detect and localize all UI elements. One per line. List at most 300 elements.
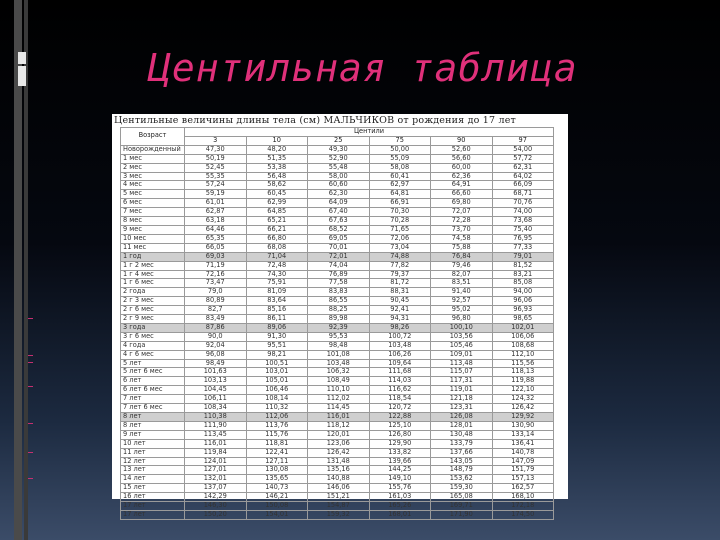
decorative-sidebar xyxy=(0,0,40,540)
value-cell: 73,68 xyxy=(492,217,554,226)
value-cell: 89,06 xyxy=(246,323,308,332)
centiles-group-header: Центили xyxy=(185,128,554,137)
value-cell: 50,00 xyxy=(369,145,431,154)
value-cell: 66,05 xyxy=(185,243,247,252)
value-cell: 108,14 xyxy=(246,395,308,404)
value-cell: 64,81 xyxy=(369,190,431,199)
value-cell: 72,01 xyxy=(308,252,370,261)
value-cell: 137,07 xyxy=(185,484,247,493)
value-cell: 165,26 xyxy=(369,502,431,511)
age-cell: 7 лет 6 мес xyxy=(121,404,185,413)
value-cell: 120,01 xyxy=(308,430,370,439)
value-cell: 113,48 xyxy=(431,359,493,368)
value-cell: 132,01 xyxy=(185,475,247,484)
value-cell: 83,51 xyxy=(431,279,493,288)
value-cell: 115,56 xyxy=(492,359,554,368)
table-row xyxy=(121,261,554,270)
value-cell: 50,19 xyxy=(185,154,247,163)
age-cell: 11 лет xyxy=(121,448,185,457)
value-cell: 154,87 xyxy=(308,502,370,511)
value-cell: 62,31 xyxy=(492,163,554,172)
value-cell: 146,06 xyxy=(308,484,370,493)
value-cell: 115,07 xyxy=(431,368,493,377)
age-cell: 3 мес xyxy=(121,172,185,181)
value-cell: 96,80 xyxy=(431,315,493,324)
value-cell: 48,20 xyxy=(246,145,308,154)
value-cell: 76,89 xyxy=(308,270,370,279)
value-cell: 94,31 xyxy=(369,315,431,324)
value-cell: 58,62 xyxy=(246,181,308,190)
value-cell: 118,12 xyxy=(308,421,370,430)
value-cell: 110,10 xyxy=(308,386,370,395)
value-cell: 74,00 xyxy=(492,208,554,217)
value-cell: 72,06 xyxy=(369,234,431,243)
table-row xyxy=(121,163,554,172)
value-cell: 70,01 xyxy=(308,243,370,252)
value-cell: 148,79 xyxy=(431,466,493,475)
value-cell: 79,01 xyxy=(492,252,554,261)
centile-table xyxy=(120,127,554,520)
value-cell: 95,51 xyxy=(246,341,308,350)
value-cell: 70,28 xyxy=(369,217,431,226)
value-cell: 66,21 xyxy=(246,225,308,234)
centile-header: 3 xyxy=(185,136,247,145)
value-cell: 90,0 xyxy=(185,332,247,341)
value-cell: 135,16 xyxy=(308,466,370,475)
value-cell: 47,30 xyxy=(185,145,247,154)
centile-table-image xyxy=(112,114,568,518)
value-cell: 65,35 xyxy=(185,234,247,243)
table-row xyxy=(121,145,554,154)
value-cell: 69,80 xyxy=(431,199,493,208)
value-cell: 103,01 xyxy=(246,368,308,377)
age-cell: 5 лет xyxy=(121,359,185,368)
value-cell: 131,48 xyxy=(308,457,370,466)
value-cell: 122,88 xyxy=(369,413,431,422)
value-cell: 128,01 xyxy=(431,421,493,430)
value-cell: 100,51 xyxy=(246,359,308,368)
age-cell: 5 мес xyxy=(121,190,185,199)
value-cell: 130,90 xyxy=(492,421,554,430)
value-cell: 133,14 xyxy=(492,430,554,439)
age-cell: 12 лет xyxy=(121,457,185,466)
value-cell: 60,45 xyxy=(246,190,308,199)
value-cell: 52,60 xyxy=(431,145,493,154)
value-cell: 60,00 xyxy=(431,163,493,172)
value-cell: 103,48 xyxy=(369,341,431,350)
value-cell: 81,52 xyxy=(492,261,554,270)
value-cell: 172,18 xyxy=(492,502,554,511)
value-cell: 70,76 xyxy=(492,199,554,208)
value-cell: 53,38 xyxy=(246,163,308,172)
value-cell: 103,13 xyxy=(185,377,247,386)
value-cell: 104,45 xyxy=(185,386,247,395)
value-cell: 157,13 xyxy=(492,475,554,484)
value-cell: 116,01 xyxy=(308,413,370,422)
table-wrapper xyxy=(120,127,554,520)
value-cell: 73,47 xyxy=(185,279,247,288)
value-cell: 106,06 xyxy=(492,332,554,341)
centile-header: 75 xyxy=(369,136,431,145)
value-cell: 126,42 xyxy=(492,404,554,413)
value-cell: 149,10 xyxy=(369,475,431,484)
value-cell: 62,30 xyxy=(308,190,370,199)
value-cell: 168,10 xyxy=(492,493,554,502)
deco-tick xyxy=(28,386,33,387)
value-cell: 66,80 xyxy=(246,234,308,243)
value-cell: 129,90 xyxy=(369,439,431,448)
value-cell: 119,01 xyxy=(431,386,493,395)
value-cell: 122,10 xyxy=(492,386,554,395)
value-cell: 124,01 xyxy=(185,457,247,466)
value-cell: 51,35 xyxy=(246,154,308,163)
value-cell: 71,04 xyxy=(246,252,308,261)
age-cell: 14 лет xyxy=(121,475,185,484)
centile-header: 90 xyxy=(431,136,493,145)
value-cell: 92,57 xyxy=(431,297,493,306)
value-cell: 114,03 xyxy=(369,377,431,386)
value-cell: 136,41 xyxy=(492,439,554,448)
value-cell: 91,30 xyxy=(246,332,308,341)
value-cell: 169,71 xyxy=(431,502,493,511)
value-cell: 63,18 xyxy=(185,217,247,226)
value-cell: 86,11 xyxy=(246,315,308,324)
value-cell: 77,58 xyxy=(308,279,370,288)
value-cell: 60,60 xyxy=(308,181,370,190)
value-cell: 72,16 xyxy=(185,270,247,279)
value-cell: 108,34 xyxy=(185,404,247,413)
age-cell: 6 лет 6 мес xyxy=(121,386,185,395)
value-cell: 75,40 xyxy=(492,225,554,234)
age-cell: 1 г 2 мес xyxy=(121,261,185,270)
value-cell: 105,01 xyxy=(246,377,308,386)
value-cell: 116,62 xyxy=(369,386,431,395)
age-cell: 7 мес xyxy=(121,208,185,217)
value-cell: 137,66 xyxy=(431,448,493,457)
value-cell: 101,63 xyxy=(185,368,247,377)
value-cell: 57,72 xyxy=(492,154,554,163)
value-cell: 58,08 xyxy=(369,163,431,172)
value-cell: 94,00 xyxy=(492,288,554,297)
table-row xyxy=(121,448,554,457)
value-cell: 153,62 xyxy=(431,475,493,484)
table-row xyxy=(121,430,554,439)
value-cell: 159,32 xyxy=(308,510,370,519)
age-cell: 6 лет xyxy=(121,377,185,386)
deco-tick xyxy=(28,452,33,453)
age-cell: 1 г 6 мес xyxy=(121,279,185,288)
value-cell: 76,84 xyxy=(431,252,493,261)
value-cell: 140,78 xyxy=(492,448,554,457)
age-cell: 10 лет xyxy=(121,439,185,448)
value-cell: 112,02 xyxy=(308,395,370,404)
table-row xyxy=(121,154,554,163)
value-cell: 146,21 xyxy=(246,493,308,502)
value-cell: 98,26 xyxy=(369,323,431,332)
age-cell: 13 лет xyxy=(121,466,185,475)
age-cell: 2 мес xyxy=(121,163,185,172)
value-cell: 126,42 xyxy=(308,448,370,457)
value-cell: 96,08 xyxy=(185,350,247,359)
value-cell: 96,06 xyxy=(492,297,554,306)
age-cell: 8 лет xyxy=(121,421,185,430)
value-cell: 83,49 xyxy=(185,315,247,324)
value-cell: 110,38 xyxy=(185,413,247,422)
value-cell: 90,45 xyxy=(369,297,431,306)
value-cell: 146,30 xyxy=(185,502,247,511)
value-cell: 64,46 xyxy=(185,225,247,234)
value-cell: 133,79 xyxy=(431,439,493,448)
table-row xyxy=(121,439,554,448)
value-cell: 98,65 xyxy=(492,315,554,324)
value-cell: 139,66 xyxy=(369,457,431,466)
value-cell: 62,97 xyxy=(369,181,431,190)
deco-square xyxy=(18,52,26,64)
value-cell: 67,63 xyxy=(308,217,370,226)
value-cell: 56,60 xyxy=(431,154,493,163)
age-cell: 11 мес xyxy=(121,243,185,252)
value-cell: 55,09 xyxy=(369,154,431,163)
value-cell: 64,85 xyxy=(246,208,308,217)
table-row xyxy=(121,332,554,341)
value-cell: 73,04 xyxy=(369,243,431,252)
value-cell: 68,08 xyxy=(246,243,308,252)
value-cell: 151,79 xyxy=(492,466,554,475)
table-caption: Центильные величины длины тела (см) МАЛЬЧИКОВ от рождения до 17 лет xyxy=(114,115,517,126)
value-cell: 168,01 xyxy=(369,510,431,519)
value-cell: 66,60 xyxy=(431,190,493,199)
age-cell: 4 мес xyxy=(121,181,185,190)
value-cell: 82,07 xyxy=(431,270,493,279)
value-cell: 142,29 xyxy=(185,493,247,502)
age-column-header: Возраст xyxy=(121,128,185,146)
table-row xyxy=(121,323,554,332)
value-cell: 103,56 xyxy=(431,332,493,341)
value-cell: 85,08 xyxy=(492,279,554,288)
value-cell: 118,13 xyxy=(492,368,554,377)
value-cell: 165,08 xyxy=(431,493,493,502)
value-cell: 133,82 xyxy=(369,448,431,457)
value-cell: 92,04 xyxy=(185,341,247,350)
value-cell: 119,84 xyxy=(185,448,247,457)
value-cell: 96,93 xyxy=(492,306,554,315)
age-cell: 9 лет xyxy=(121,430,185,439)
centile-header: 97 xyxy=(492,136,554,145)
value-cell: 98,21 xyxy=(246,350,308,359)
table-row xyxy=(121,252,554,261)
value-cell: 116,01 xyxy=(185,439,247,448)
value-cell: 91,40 xyxy=(431,288,493,297)
value-cell: 102,01 xyxy=(492,323,554,332)
age-cell: 15 лет xyxy=(121,484,185,493)
value-cell: 74,88 xyxy=(369,252,431,261)
value-cell: 122,41 xyxy=(246,448,308,457)
value-cell: 79,37 xyxy=(369,270,431,279)
deco-square xyxy=(18,66,26,86)
value-cell: 67,40 xyxy=(308,208,370,217)
value-cell: 88,25 xyxy=(308,306,370,315)
value-cell: 68,52 xyxy=(308,225,370,234)
value-cell: 120,72 xyxy=(369,404,431,413)
value-cell: 71,65 xyxy=(369,225,431,234)
value-cell: 74,30 xyxy=(246,270,308,279)
value-cell: 115,76 xyxy=(246,430,308,439)
value-cell: 125,10 xyxy=(369,421,431,430)
age-cell: 4 г 6 мес xyxy=(121,350,185,359)
value-cell: 150,08 xyxy=(246,502,308,511)
value-cell: 113,76 xyxy=(246,421,308,430)
centile-header: 25 xyxy=(308,136,370,145)
value-cell: 143,05 xyxy=(431,457,493,466)
value-cell: 109,01 xyxy=(431,350,493,359)
value-cell: 127,01 xyxy=(185,466,247,475)
table-body xyxy=(121,145,554,519)
value-cell: 106,26 xyxy=(369,350,431,359)
value-cell: 151,21 xyxy=(308,493,370,502)
deco-tick xyxy=(28,478,33,479)
value-cell: 117,31 xyxy=(431,377,493,386)
value-cell: 55,48 xyxy=(308,163,370,172)
value-cell: 57,24 xyxy=(185,181,247,190)
age-cell: 1 г 4 мес xyxy=(121,270,185,279)
value-cell: 76,95 xyxy=(492,234,554,243)
value-cell: 80,89 xyxy=(185,297,247,306)
value-cell: 82,7 xyxy=(185,306,247,315)
value-cell: 66,91 xyxy=(369,199,431,208)
value-cell: 64,91 xyxy=(431,181,493,190)
age-cell: 2 г 3 мес xyxy=(121,297,185,306)
value-cell: 79,0 xyxy=(185,288,247,297)
value-cell: 124,32 xyxy=(492,395,554,404)
value-cell: 154,01 xyxy=(246,510,308,519)
table-row xyxy=(121,350,554,359)
value-cell: 71,19 xyxy=(185,261,247,270)
age-cell: 1 год xyxy=(121,252,185,261)
value-cell: 92,41 xyxy=(369,306,431,315)
value-cell: 73,70 xyxy=(431,225,493,234)
age-cell: 4 года xyxy=(121,341,185,350)
value-cell: 88,31 xyxy=(369,288,431,297)
value-cell: 75,88 xyxy=(431,243,493,252)
deco-tick xyxy=(28,318,33,319)
value-cell: 105,46 xyxy=(431,341,493,350)
value-cell: 58,00 xyxy=(308,172,370,181)
value-cell: 62,87 xyxy=(185,208,247,217)
age-cell: 2 г 6 мес xyxy=(121,306,185,315)
table-row xyxy=(121,421,554,430)
value-cell: 118,81 xyxy=(246,439,308,448)
value-cell: 55,35 xyxy=(185,172,247,181)
age-cell: 10 мес xyxy=(121,234,185,243)
value-cell: 72,48 xyxy=(246,261,308,270)
value-cell: 70,30 xyxy=(369,208,431,217)
value-cell: 100,72 xyxy=(369,332,431,341)
value-cell: 72,07 xyxy=(431,208,493,217)
value-cell: 106,11 xyxy=(185,395,247,404)
value-cell: 98,48 xyxy=(308,341,370,350)
table-row xyxy=(121,510,554,519)
value-cell: 86,55 xyxy=(308,297,370,306)
value-cell: 81,72 xyxy=(369,279,431,288)
value-cell: 81,09 xyxy=(246,288,308,297)
value-cell: 101,08 xyxy=(308,350,370,359)
age-cell: 16 лет xyxy=(121,493,185,502)
value-cell: 52,45 xyxy=(185,163,247,172)
value-cell: 95,53 xyxy=(308,332,370,341)
value-cell: 52,90 xyxy=(308,154,370,163)
deco-tick xyxy=(28,362,33,363)
value-cell: 100,10 xyxy=(431,323,493,332)
value-cell: 161,03 xyxy=(369,493,431,502)
value-cell: 60,41 xyxy=(369,172,431,181)
value-cell: 119,88 xyxy=(492,377,554,386)
slide-title: Центильная таблица xyxy=(148,46,578,90)
value-cell: 64,02 xyxy=(492,172,554,181)
table-row xyxy=(121,234,554,243)
value-cell: 171,90 xyxy=(431,510,493,519)
value-cell: 92,39 xyxy=(308,323,370,332)
value-cell: 89,98 xyxy=(308,315,370,324)
value-cell: 174,50 xyxy=(492,510,554,519)
value-cell: 106,46 xyxy=(246,386,308,395)
value-cell: 109,64 xyxy=(369,359,431,368)
value-cell: 130,48 xyxy=(431,430,493,439)
value-cell: 95,02 xyxy=(431,306,493,315)
value-cell: 64,09 xyxy=(308,199,370,208)
value-cell: 74,04 xyxy=(308,261,370,270)
age-cell: 8 мес xyxy=(121,217,185,226)
age-cell: 1 мес xyxy=(121,154,185,163)
age-cell: 3 года xyxy=(121,323,185,332)
value-cell: 85,16 xyxy=(246,306,308,315)
value-cell: 144,25 xyxy=(369,466,431,475)
value-cell: 54,00 xyxy=(492,145,554,154)
value-cell: 74,58 xyxy=(431,234,493,243)
age-cell: Новорожденный xyxy=(121,145,185,154)
value-cell: 69,03 xyxy=(185,252,247,261)
value-cell: 72,28 xyxy=(431,217,493,226)
value-cell: 140,88 xyxy=(308,475,370,484)
age-cell: 7 лет xyxy=(121,395,185,404)
value-cell: 135,65 xyxy=(246,475,308,484)
age-cell: 2 года xyxy=(121,288,185,297)
value-cell: 159,30 xyxy=(431,484,493,493)
age-cell: 17 лет xyxy=(121,510,185,519)
value-cell: 83,83 xyxy=(308,288,370,297)
value-cell: 123,31 xyxy=(431,404,493,413)
value-cell: 106,32 xyxy=(308,368,370,377)
value-cell: 61,01 xyxy=(185,199,247,208)
value-cell: 62,99 xyxy=(246,199,308,208)
value-cell: 56,48 xyxy=(246,172,308,181)
deco-tick xyxy=(28,423,33,424)
value-cell: 147,09 xyxy=(492,457,554,466)
value-cell: 112,06 xyxy=(246,413,308,422)
value-cell: 65,21 xyxy=(246,217,308,226)
value-cell: 114,45 xyxy=(308,404,370,413)
value-cell: 87,86 xyxy=(185,323,247,332)
value-cell: 77,82 xyxy=(369,261,431,270)
age-cell: 5 лет 6 мес xyxy=(121,368,185,377)
age-cell: 17 лет xyxy=(121,502,185,511)
age-cell: 3 г 6 мес xyxy=(121,332,185,341)
value-cell: 129,92 xyxy=(492,413,554,422)
age-cell: 6 мес xyxy=(121,199,185,208)
value-cell: 111,68 xyxy=(369,368,431,377)
value-cell: 83,21 xyxy=(492,270,554,279)
value-cell: 68,71 xyxy=(492,190,554,199)
value-cell: 62,36 xyxy=(431,172,493,181)
